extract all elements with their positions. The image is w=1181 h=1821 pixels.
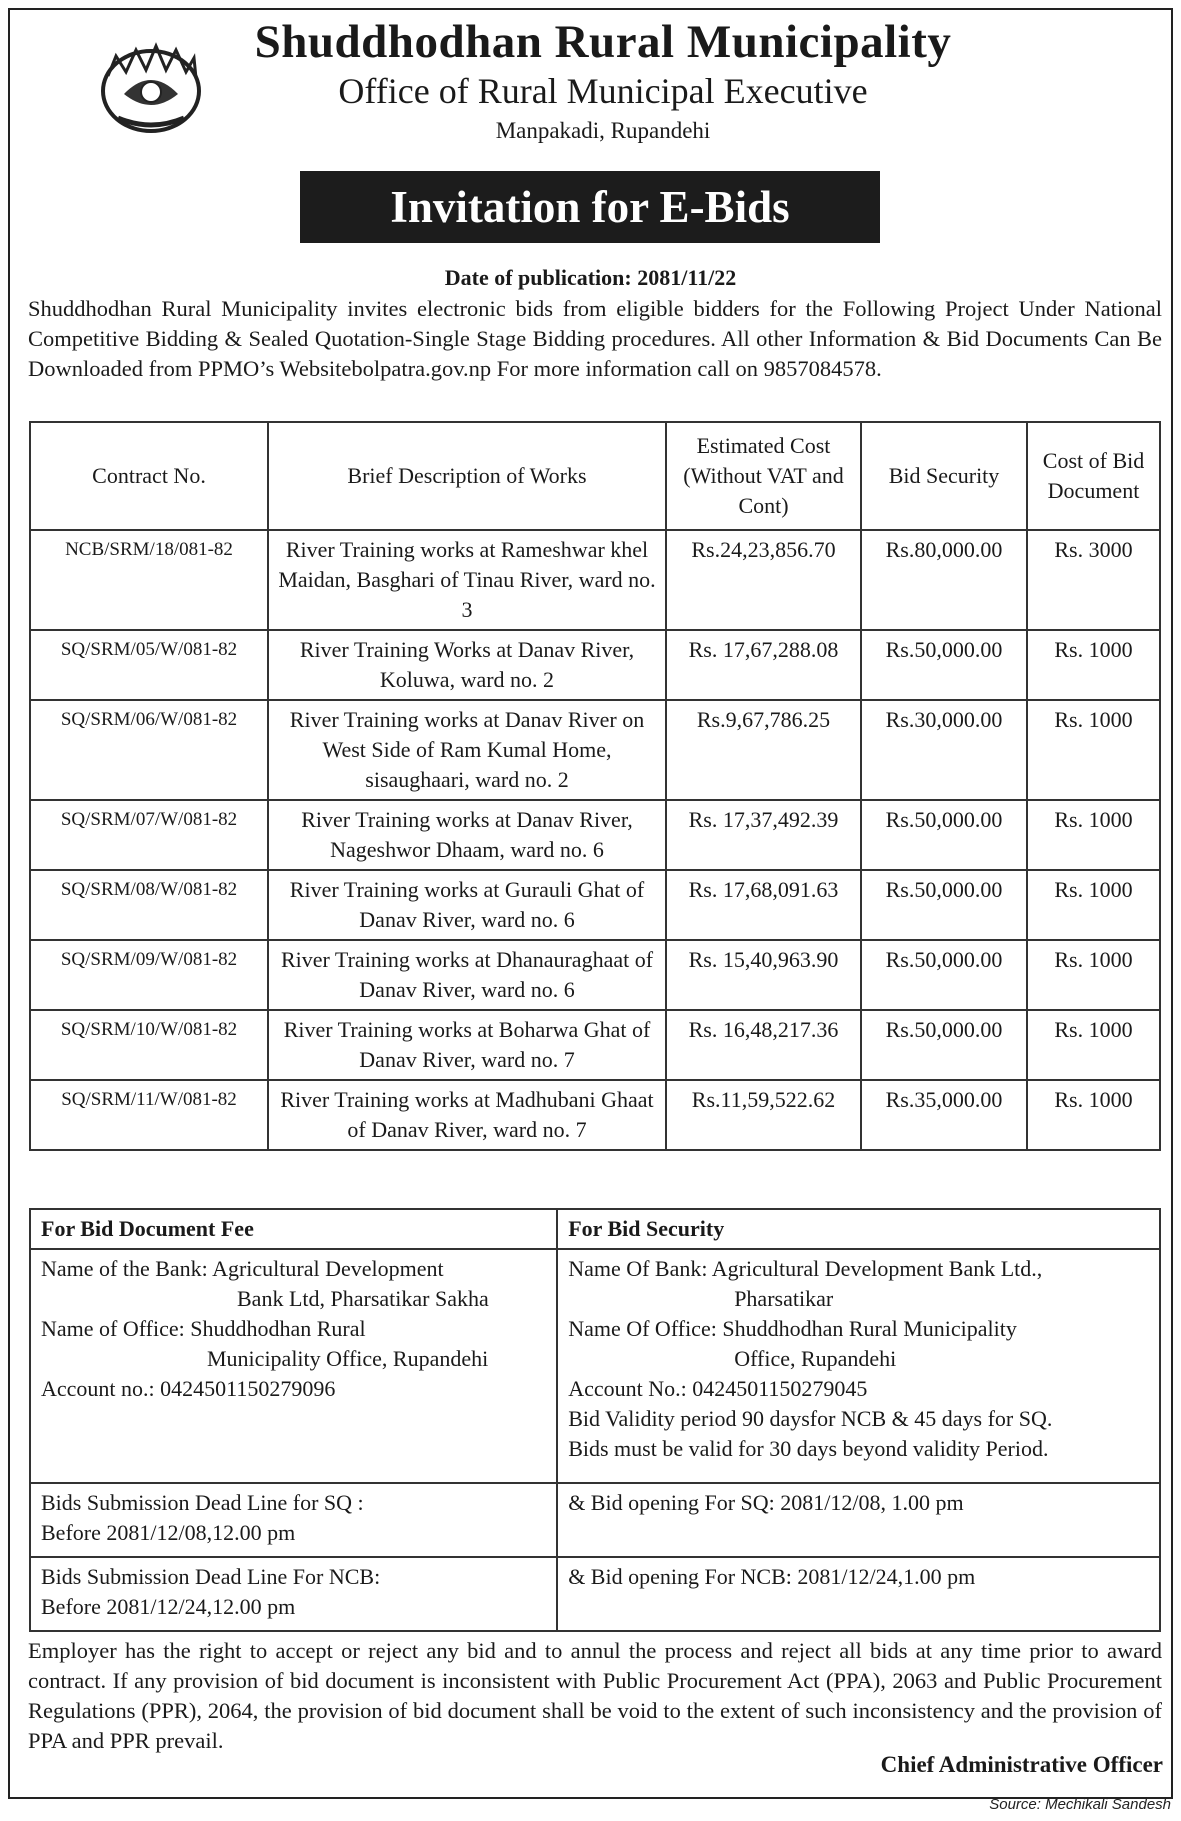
cell-description: River Training works at Boharwa Ghat of Danav River, ward no. 7	[268, 1010, 666, 1080]
fee-office-name: Name of Office: Shuddhodhan Rural	[41, 1316, 366, 1341]
cell-doc-cost: Rs. 1000	[1027, 630, 1160, 700]
cell-cost: Rs. 17,67,288.08	[666, 630, 861, 700]
cell-description: River Training works at Rameshwar khel Maidan, Basghari of Tinau River, ward no. 3	[268, 530, 666, 630]
cell-description: River Training works at Danav River, Nageshwor Dhaam, ward no. 6	[268, 800, 666, 870]
cell-contract: SQ/SRM/06/W/081-82	[30, 700, 268, 800]
header-doc-cost: Cost of Bid Document	[1027, 422, 1160, 530]
cell-cost: Rs. 16,48,217.36	[666, 1010, 861, 1080]
header-estimated-cost: Estimated Cost (Without VAT and Cont)	[666, 422, 861, 530]
table-row	[30, 870, 1160, 940]
works-table	[29, 421, 1161, 1151]
cell-description: River Training works at Gurauli Ghat of Danav River, ward no. 6	[268, 870, 666, 940]
header-description: Brief Description of Works	[268, 422, 666, 530]
sq-deadline-date: Before 2081/12/08,12.00 pm	[41, 1520, 296, 1545]
cell-doc-cost: Rs. 1000	[1027, 940, 1160, 1010]
cell-security: Rs.35,000.00	[861, 1080, 1027, 1150]
cell-description: River Training works at Madhubani Ghaat of Danav River, ward no. 7	[268, 1080, 666, 1150]
cell-cost: Rs.9,67,786.25	[666, 700, 861, 800]
cell-contract: SQ/SRM/08/W/081-82	[30, 870, 268, 940]
cell-security: Rs.80,000.00	[861, 530, 1027, 630]
cell-cost: Rs.11,59,522.62	[666, 1080, 861, 1150]
bid-fee-heading: For Bid Document Fee	[30, 1209, 557, 1249]
table-row	[30, 700, 1160, 800]
bid-validity-note: Bids must be valid for 30 days beyond validity Period.	[568, 1436, 1049, 1461]
cell-doc-cost: Rs. 1000	[1027, 700, 1160, 800]
cell-contract: NCB/SRM/18/081-82	[30, 530, 268, 630]
header-contract-no: Contract No.	[30, 422, 268, 530]
cell-doc-cost: Rs. 3000	[1027, 530, 1160, 630]
cell-doc-cost: Rs. 1000	[1027, 1080, 1160, 1150]
fee-office-name-cont: Municipality Office, Rupandehi	[207, 1346, 489, 1371]
bid-fee-details	[30, 1249, 557, 1483]
publication-date: Date of publication: 2081/11/22	[444, 265, 737, 290]
cell-doc-cost: Rs. 1000	[1027, 870, 1160, 940]
ncb-deadline	[30, 1557, 557, 1631]
ncb-opening: & Bid opening For NCB: 2081/12/24,1.00 pm	[557, 1557, 1160, 1631]
ncb-deadline-label: Bids Submission Dead Line For NCB:	[41, 1564, 381, 1589]
cell-contract: SQ/SRM/09/W/081-82	[30, 940, 268, 1010]
cell-cost: Rs. 17,37,492.39	[666, 800, 861, 870]
cell-cost: Rs.24,23,856.70	[666, 530, 861, 630]
ncb-deadline-date: Before 2081/12/24,12.00 pm	[41, 1594, 296, 1619]
cell-security: Rs.50,000.00	[861, 870, 1027, 940]
security-office-name: Name Of Office: Shuddhodhan Rural Municipality	[568, 1316, 1017, 1341]
cell-contract: SQ/SRM/10/W/081-82	[30, 1010, 268, 1080]
cell-doc-cost: Rs. 1000	[1027, 800, 1160, 870]
security-office-name-cont: Office, Rupandehi	[734, 1346, 897, 1371]
cell-security: Rs.30,000.00	[861, 700, 1027, 800]
table-row	[30, 1080, 1160, 1150]
cell-contract: SQ/SRM/05/W/081-82	[30, 630, 268, 700]
cell-contract: SQ/SRM/11/W/081-82	[30, 1080, 268, 1150]
table-row	[30, 1010, 1160, 1080]
notice-title: Invitation for E-Bids	[300, 171, 880, 243]
bid-validity-period: Bid Validity period 90 daysfor NCB & 45 days for SQ.	[568, 1406, 1053, 1431]
bid-security-details	[557, 1249, 1160, 1483]
signatory-title: Chief Administrative Officer	[880, 1752, 1163, 1777]
cell-security: Rs.50,000.00	[861, 630, 1027, 700]
cell-contract: SQ/SRM/07/W/081-82	[30, 800, 268, 870]
table-row	[30, 630, 1160, 700]
intro-paragraph: Shuddhodhan Rural Municipality invites electronic bids from eligible bidders for the Following Project Under National Competitive Bidding & Sealed Quotation-Single Stage Bidding procedures. All other Information & Bid Documents Can Be Downloaded from PPMO’s Websitebolpatra.gov.np For more information call on 9857084578.	[28, 296, 1162, 381]
table-row	[30, 800, 1160, 870]
cell-description: River Training Works at Danav River, Koluwa, ward no. 2	[268, 630, 666, 700]
security-bank-name-cont: Pharsatikar	[734, 1286, 834, 1311]
security-account-no: Account No.: 0424501150279045	[568, 1376, 868, 1401]
cell-security: Rs.50,000.00	[861, 1010, 1027, 1080]
payment-details-table	[29, 1208, 1161, 1632]
bid-security-heading: For Bid Security	[557, 1209, 1160, 1249]
fee-bank-name: Name of the Bank: Agricultural Development	[41, 1256, 444, 1281]
table-row	[30, 530, 1160, 630]
cell-description: River Training works at Dhanauraghaat of Danav River, ward no. 6	[268, 940, 666, 1010]
organization-name: Shuddhodhan Rural Municipality	[254, 16, 952, 68]
office-name: Office of Rural Municipal Executive	[338, 71, 868, 111]
cell-description: River Training works at Danav River on West Side of Ram Kumal Home, sisaughaari, ward no. 2	[268, 700, 666, 800]
office-location: Manpakadi, Rupandehi	[495, 118, 711, 143]
cell-security: Rs.50,000.00	[861, 800, 1027, 870]
letterhead	[0, 14, 1181, 150]
closing-paragraph: Employer has the right to accept or reject any bid and to annul the process and reject all bids at any time prior to award contract. If any provision of bid document is inconsistent with Public Procurement Act (PPA), 2063 and Public Procurement Regulations (PPR), 2064, the provision of bid document shall be void to the extent of such inconsistency and the provision of PPA and PPR prevail.	[28, 1638, 1162, 1753]
cell-cost: Rs. 15,40,963.90	[666, 940, 861, 1010]
cell-security: Rs.50,000.00	[861, 940, 1027, 1010]
fee-account-no: Account no.: 0424501150279096	[41, 1376, 336, 1401]
sq-deadline	[30, 1483, 557, 1557]
security-bank-name: Name Of Bank: Agricultural Development Bank Ltd.,	[568, 1256, 1043, 1281]
sq-opening: & Bid opening For SQ: 2081/12/08, 1.00 pm	[557, 1483, 1160, 1557]
table-row	[30, 940, 1160, 1010]
header-bid-security: Bid Security	[861, 422, 1027, 530]
cell-cost: Rs. 17,68,091.63	[666, 870, 861, 940]
fee-bank-name-cont: Bank Ltd, Pharsatikar Sakha	[237, 1286, 489, 1311]
source-credit: Source: Mechikali Sandesh	[989, 1796, 1171, 1813]
cell-doc-cost: Rs. 1000	[1027, 1010, 1160, 1080]
sq-deadline-label: Bids Submission Dead Line for SQ :	[41, 1490, 364, 1515]
